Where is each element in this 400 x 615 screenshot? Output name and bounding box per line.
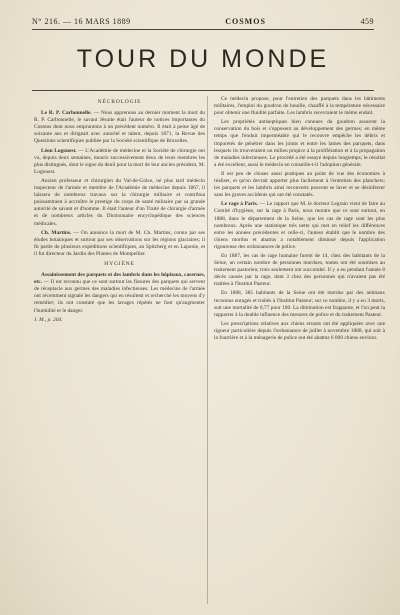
article-carbonnelle — [34, 110, 205, 145]
article-lead: Le rage à Paris. — [221, 201, 258, 208]
article-paragraph: En 1887, les cas de rage humaine furent de 14, chez des habitants de la Seine, un certain nombre de personnes mordues, toutes ont été soumises au traitement pastorien; trois seulement ont succombé. Il y a eu pendant l'année 8 décès causés par la rage, dont 3 chez des personnes qui n'avaient pas été traitées à l'Institut Pasteur. — [214, 252, 385, 288]
article-lead: Léon Logouest. — [41, 147, 77, 154]
article-text: — L'Académie de médecine et la Société de chirurgie ont vu, depuis deux semaines, mourir successivement deux de leurs membres les plus distingués, dont le signe du deuil pour la mort de leur ancien président, M. Logouest. — [34, 147, 205, 175]
article-paragraph: Ce médecin propose, pour l'entretien des parquets dans les bâtiments militaires, l'emploi du goudron de houille, chauffé à la température nécessaire pour obtenir une fluidité parfaite. Les lambris recevraient le même enduit. — [214, 96, 385, 117]
article-text: — Nous apprenons au dernier moment la mort du R. P. Carbonnelle, le savant Jésuite était l'auteur de notices importantes du Cosmos dont nous empruntons à un précédent numéro. Il était à peine âgé de soixante ans et dirigeait avec autorité et talent, depuis 1871, la Revue des Questions scientifiques publiée par la Société scientifique de Bruxelles. — [34, 110, 205, 145]
article-text: — Il est reconnu que ce sont surtout les fissures des parquets qui servent de réceptacle aux germes des maladies infectieuses. Les médecins de l'armée ont récemment signalé les dangers qui en résultent et recherché les moyens d'y remédier; ils ont constaté que les lavages répétés ne font qu'augmenter l'humidité et le danger. — [34, 279, 205, 314]
article-paragraph: Les prescriptions relatives aux chiens errants ont été appliquées avec une rigueur particulière depuis l'ordonnance de juillet à novembre 1888, qui soit à la fourrière et à la ménagerie de police ont été abattus 6 000 chiens environ. — [214, 320, 385, 341]
page-header — [32, 17, 374, 26]
article-lead: Ch. Martins. — [41, 229, 72, 236]
header-rule — [32, 29, 374, 30]
issue-number: N° 216. — 16 MARS 1889 — [32, 17, 131, 26]
article-lead: Assainissement des parquets et des lambris dans les hôpitaux, casernes, etc. — [34, 272, 205, 286]
title-rule — [32, 90, 374, 91]
left-column — [34, 96, 205, 326]
article-logouest — [34, 148, 205, 176]
right-column — [214, 96, 385, 344]
journal-name: COSMOS — [225, 17, 266, 26]
article-rage — [214, 201, 385, 251]
column-separator — [207, 96, 208, 604]
article-parquets — [34, 272, 205, 315]
article-lead: Le R. P. Carbonnelle. — [41, 110, 92, 117]
rubric-hygiene: HYGIÈNE — [104, 260, 135, 267]
article-paragraph: Il est peu de choses aussi pratiques au point de vue des économies à réaliser, et qu'on devrait apporter plus facilement à l'entretien des planchers; les parquets et les lambris ainsi recouverts peuvent se laver et se désinfecter sans les graves accidents qui ont été constatés. — [214, 170, 385, 199]
article-paragraph: Ancien professeur et chirurgien du Val-de-Grâce, né plus tard médecin inspecteur de l'armée et membre de l'Académie de médecine depuis 1867, il laissera de nombreux travaux sur la chirurgie militaire et contribua puissamment à accroître le prestige du corps de santé militaire par sa grande autorité de savant et d'homme. Il était l'auteur d'un Traité de chirurgie d'armée et de nombreux articles du Dictionnaire encyclopédique des sciences médicales. — [34, 177, 205, 227]
section-title: TOUR DU MONDE — [76, 45, 330, 73]
article-martins — [34, 230, 205, 258]
article-paragraph: En 1888, 385 habitants de la Seine ont été mordus par des animaux reconnus enragés et traités à l'Institut Pasteur; sur ce nombre, il y a eu 3 morts, soit une mortalité de 0,77 pour 100. La diminution est frappante, et l'on peut la rapporter à la double influence des mesures de police et du traitement Pasteur. — [214, 290, 385, 318]
article-text: — Le rapport que M. le docteur Legrain vient de faire au Comité d'hygiène, sur la rage à Paris, nous montre que ce sont surtout, en 1888, dans le département de la Seine, que les cas de rage sont les plus nombreux. Après une statistique très nette qui met en relief les différences entre les années précédentes et celle-ci, l'auteur établit que le nombre des chiens mordus et abattus a notablement diminué depuis l'application rigoureuse des ordonnances de police. — [214, 201, 385, 250]
rubric-necrologie: NÉCROLOGIE — [97, 99, 142, 105]
page-number: 459 — [360, 17, 374, 26]
article-text: — On annonce la mort de M. Ch. Martins, connu par ses études botaniques et surtout par ses observations sur les régions glaciaires; il fit partie de plusieurs expéditions scientifiques, au Spitzberg et en Laponie, et il fut directeur du Jardin des Plantes de Montpellier. — [34, 229, 205, 257]
article-paragraph: Les propriétés antiseptiques bien connues du goudron assurent la conservation du bois et s'opposent au développement des germes; en même temps que l'enduit imperméable qui le recouvre empêche les débris et impuretés de pénétrer dans les joints et entre les lames des parquets, dans lesquels ils trouveraient un milieu propice à la prolifération et à la propagation de maladies infectieuses. Le procédé a été essayé depuis longtemps; le résultat a été excellent, aussi le médecin en conseille-t-il l'adoption générale. — [214, 119, 385, 168]
article-signature: J. M., p. 204. — [34, 316, 63, 323]
